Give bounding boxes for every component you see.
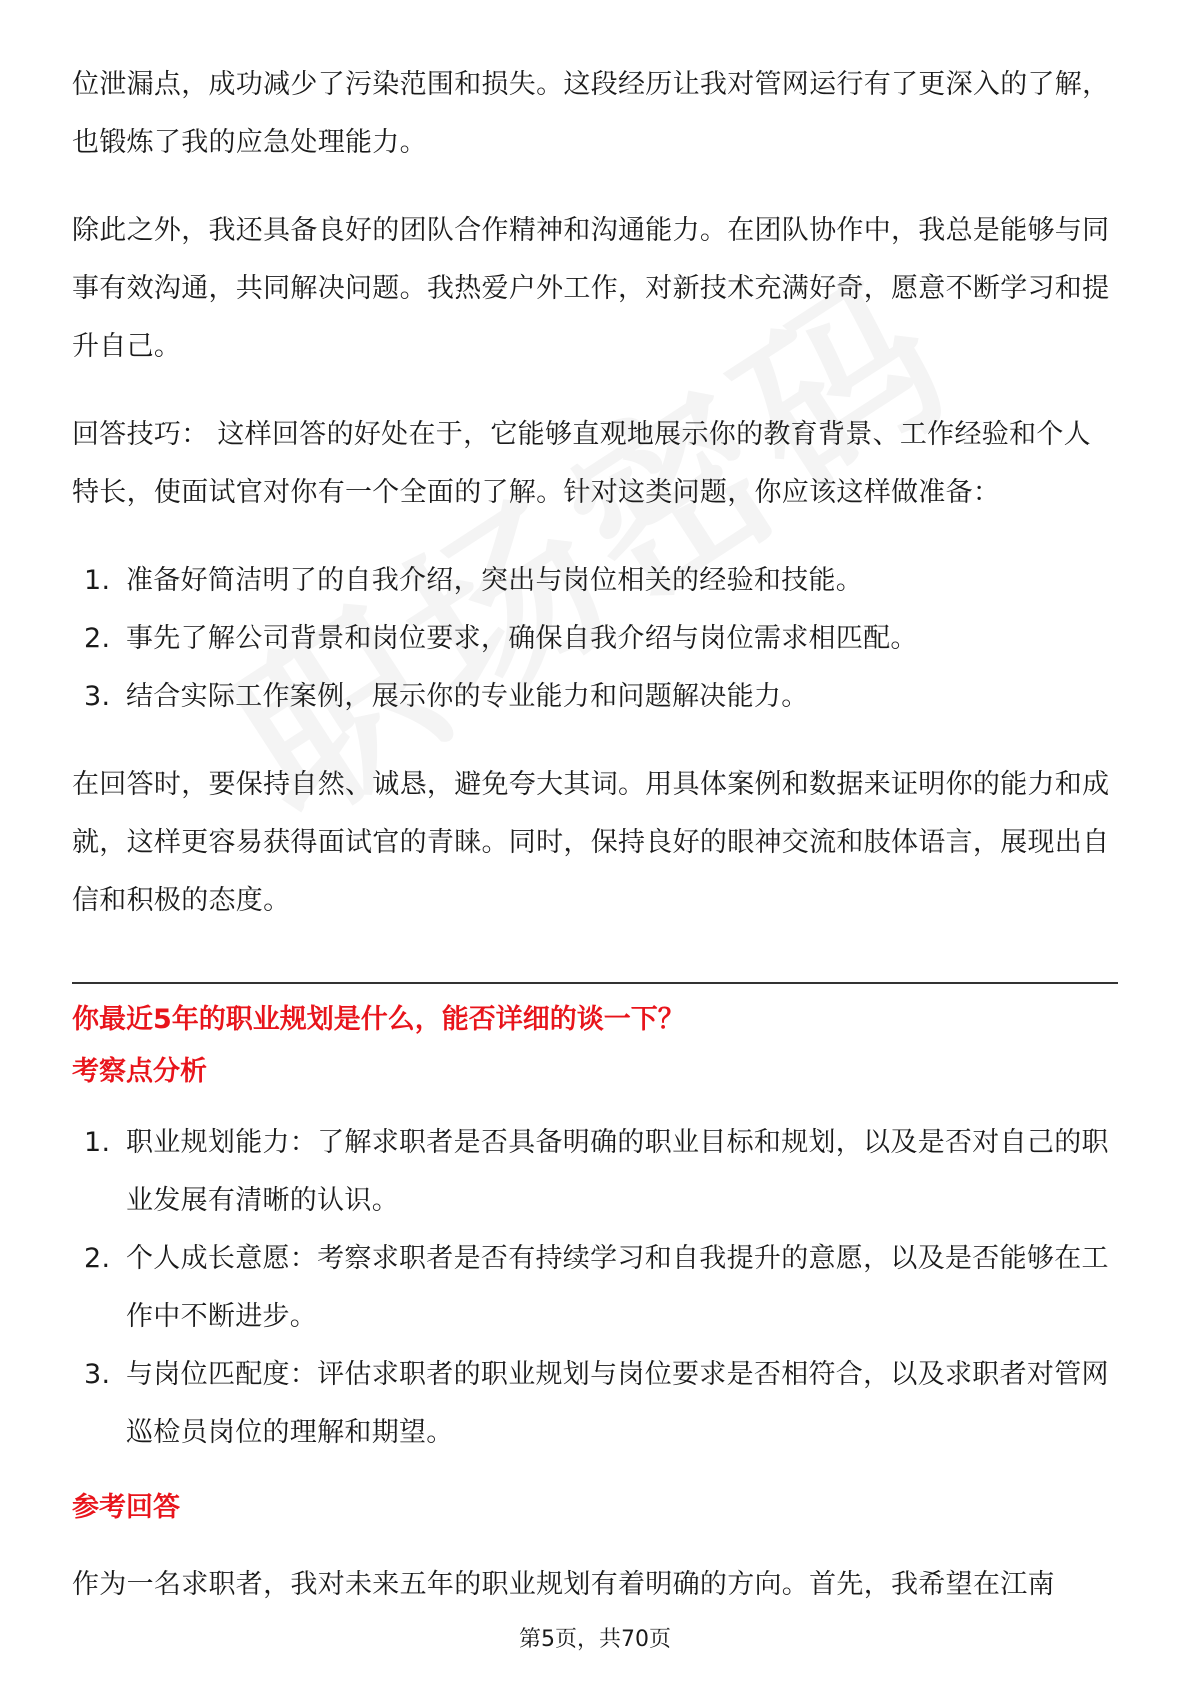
list-text: 职业规划能力：了解求职者是否具备明确的职业目标和规划，以及是否对自己的职业发展有清晰的认识。 [126, 1127, 1109, 1216]
list-number: 3. [84, 681, 111, 712]
list-item [72, 1230, 1118, 1346]
question-heading: 你最近5年的职业规划是什么，能否详细的谈一下？ [72, 1004, 685, 1035]
page-number: 第5页，共70页 [519, 1627, 671, 1652]
list-text: 准备好简洁明了的自我介绍，突出与岗位相关的经验和技能。 [126, 565, 864, 596]
list-number: 1. [84, 1127, 111, 1158]
list-number: 2. [84, 1243, 111, 1274]
analysis-list [72, 1114, 1118, 1462]
list-text: 事先了解公司背景和岗位要求，确保自我介绍与岗位需求相匹配。 [126, 623, 918, 654]
paragraph-closing: 在回答时，要保持自然、诚恳，避免夸大其词。用具体案例和数据来证明你的能力和成就，这样更容易获得面试官的青睐。同时，保持良好的眼神交流和肢体语言，展现出自信和积极的态度。 [72, 769, 1110, 916]
paragraph-answer: 作为一名求职者，我对未来五年的职业规划有着明确的方向。首先，我希望在江南 [72, 1569, 1055, 1600]
list-item [72, 668, 1118, 726]
answer-heading: 参考回答 [72, 1492, 180, 1523]
list-item [72, 610, 1118, 668]
document-page [72, 56, 1118, 1614]
list-number: 3. [84, 1359, 111, 1390]
list-text: 个人成长意愿：考察求职者是否有持续学习和自我提升的意愿，以及是否能够在工作中不断进步。 [126, 1243, 1109, 1332]
list-number: 2. [84, 623, 111, 654]
list-item [72, 552, 1118, 610]
list-number: 1. [84, 565, 111, 596]
paragraph-teamwork: 除此之外，我还具备良好的团队合作精神和沟通能力。在团队协作中，我总是能够与同事有效沟通，共同解决问题。我热爱户外工作，对新技术充满好奇，愿意不断学习和提升自己。 [72, 215, 1110, 362]
paragraph-answer-tips: 回答技巧： 这样回答的好处在于，它能够直观地展示你的教育背景、工作经验和个人特长，使面试官对你有一个全面的了解。针对这类问题，你应该这样做准备： [72, 419, 1091, 508]
analysis-heading: 考察点分析 [72, 1056, 207, 1087]
tips-list [72, 552, 1118, 726]
list-text: 与岗位匹配度：评估求职者的职业规划与岗位要求是否相符合，以及求职者对管网巡检员岗位的理解和期望。 [126, 1359, 1109, 1448]
list-text: 结合实际工作案例，展示你的专业能力和问题解决能力。 [126, 681, 809, 712]
paragraph-leak-experience: 位泄漏点，成功减少了污染范围和损失。这段经历让我对管网运行有了更深入的了解，也锻炼了我的应急处理能力。 [72, 69, 1110, 158]
list-item [72, 1346, 1118, 1462]
list-item [72, 1114, 1118, 1230]
